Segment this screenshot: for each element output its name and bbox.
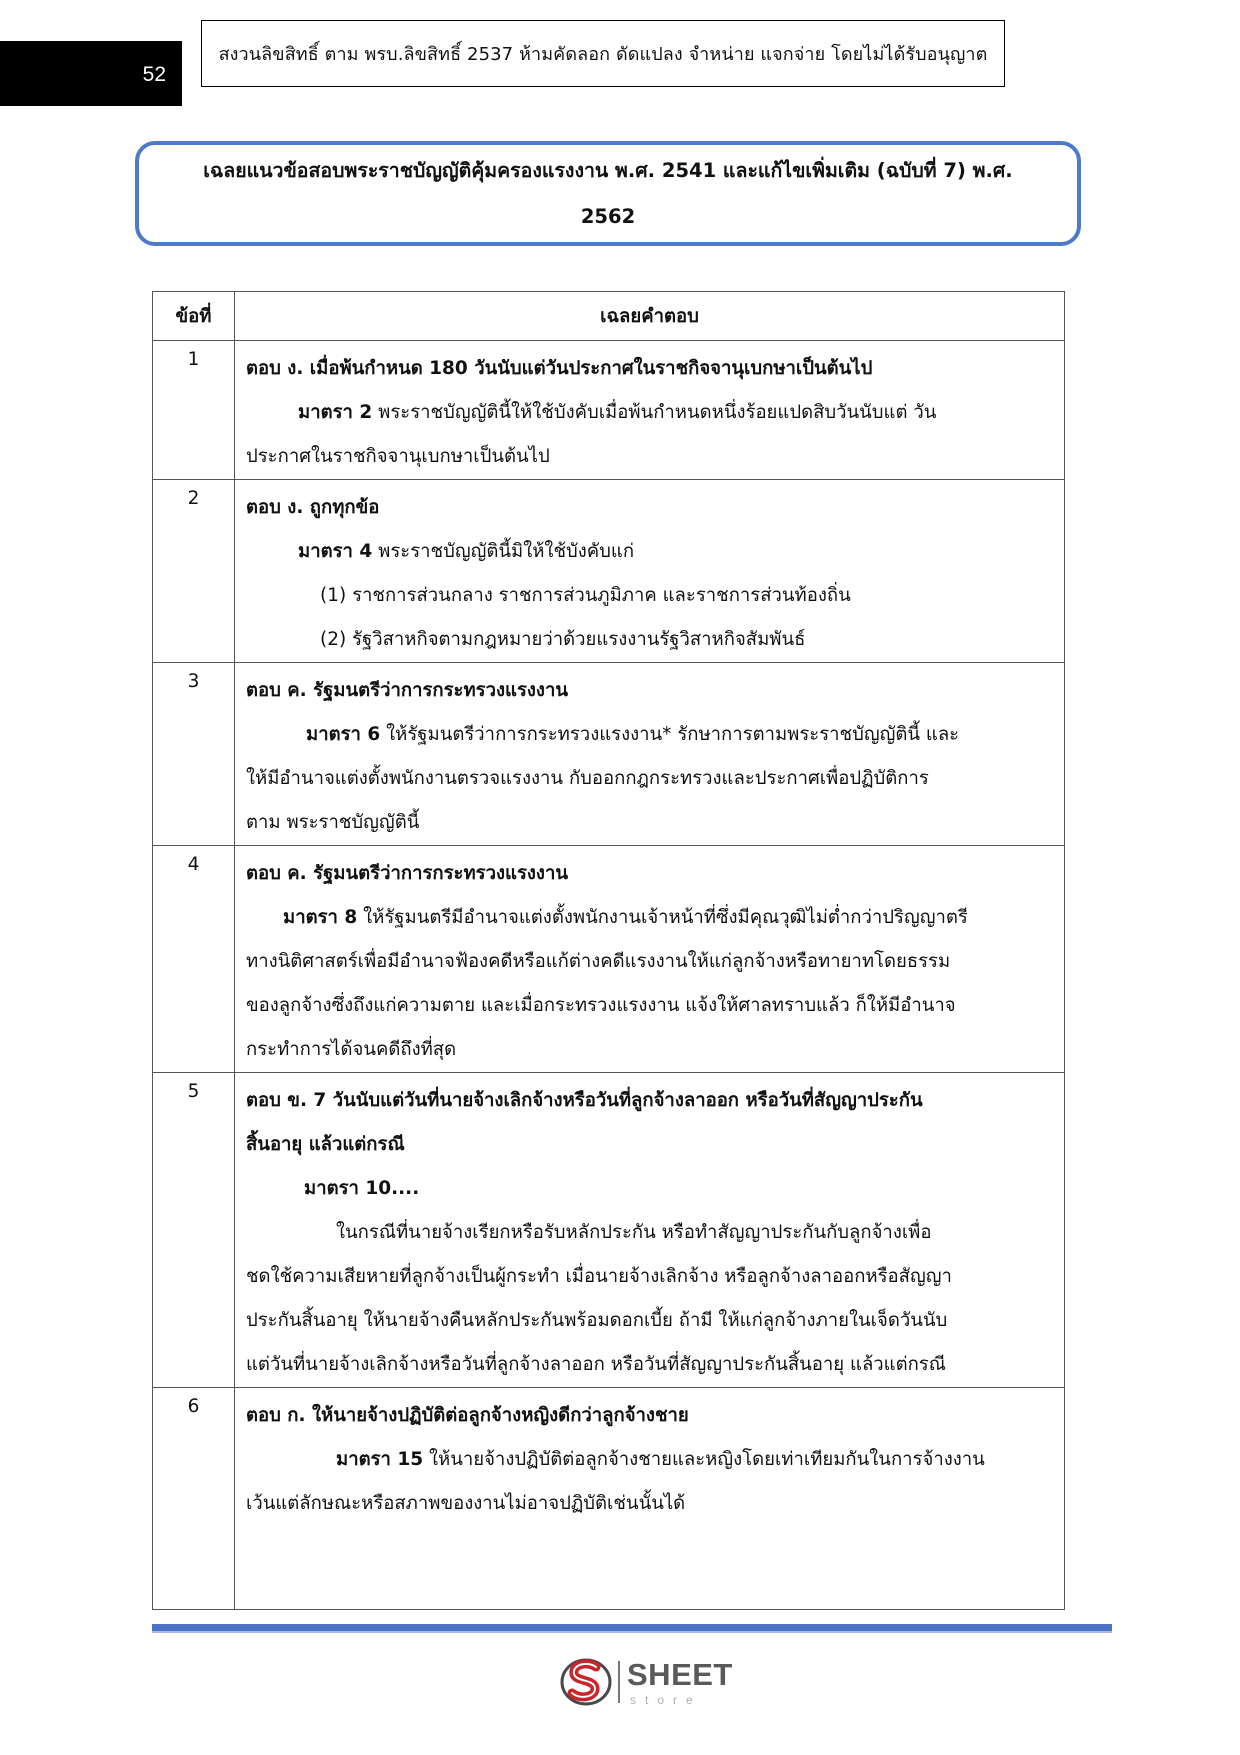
law-text-line: [246, 391, 1054, 435]
answer-cell: [235, 1073, 1065, 1388]
law-text-line: [246, 896, 1054, 940]
table-header-row: [153, 292, 1065, 341]
law-reference: มาตรา 8: [283, 907, 358, 928]
answer-cell: [235, 663, 1065, 846]
law-text-line: [246, 713, 1054, 757]
copyright-notice: สงวนลิขสิทธิ์ ตาม พรบ.ลิขสิทธิ์ 2537 ห้ามคัดลอก ดัดแปลง จำหน่าย แจกจ่าย โดยไม่ได้รับอนุญาต: [201, 20, 1005, 87]
law-text-line: ของลูกจ้างซึ่งถึงแก่ความตาย และเมื่อกระทรวงแรงงาน แจ้งให้ศาลทราบแล้ว ก็ให้มีอำนาจ: [246, 995, 956, 1016]
law-text-line: ชดใช้ความเสียหายที่ลูกจ้างเป็นผู้กระทำ เมื่อนายจ้างเลิกจ้าง หรือลูกจ้างลาออกหรือสัญญา: [246, 1266, 952, 1287]
table-row: [153, 1073, 1065, 1388]
answer-choice: ตอบ ค. รัฐมนตรีว่าการกระทรวงแรงงาน: [246, 863, 568, 884]
law-text: พระราชบัญญัตินี้ให้ใช้บังคับเมื่อพ้นกำหนดหนึ่งร้อยแปดสิบวันนับแต่ วัน: [372, 402, 937, 423]
law-reference: มาตรา 2: [298, 402, 373, 423]
table-row: [153, 480, 1065, 663]
column-header-answer: เฉลยคำตอบ: [235, 292, 1065, 341]
document-title: [135, 141, 1081, 246]
footer-divider: [152, 1624, 1112, 1631]
logo-divider: [618, 1661, 620, 1703]
law-text-line: [246, 1167, 1054, 1211]
question-number: 6: [153, 1388, 235, 1610]
answer-choice: ตอบ ค. รัฐมนตรีว่าการกระทรวงแรงงาน: [246, 680, 568, 701]
law-text: ให้รัฐมนตรีว่าการกระทรวงแรงงาน* รักษาการตามพระราชบัญญัตินี้ และ: [380, 724, 960, 745]
law-text-line: [246, 530, 1054, 574]
question-number: 1: [153, 341, 235, 480]
question-number: 4: [153, 846, 235, 1073]
law-text-line: ทางนิติศาสตร์เพื่อมีอำนาจฟ้องคดีหรือแก้ต่างคดีแรงงานให้แก่ลูกจ้างหรือทายาทโดยธรรม: [246, 951, 951, 972]
table-row: [153, 846, 1065, 1073]
answer-cell: [235, 480, 1065, 663]
answer-choice: ตอบ ง. ถูกทุกข้อ: [246, 497, 380, 518]
law-text-line: ให้มีอำนาจแต่งตั้งพนักงานตรวจแรงงาน กับออกกฎกระทรวงและประกาศเพื่อปฏิบัติการ: [246, 768, 929, 789]
law-text-line: (1) ราชการส่วนกลาง ราชการส่วนภูมิภาค และราชการส่วนท้องถิ่น: [320, 585, 851, 606]
logo-wordmark: SHEET: [627, 1657, 733, 1692]
table-row: [153, 341, 1065, 480]
answer-choice: ตอบ ก. ให้นายจ้างปฏิบัติต่อลูกจ้างหญิงดีกว่าลูกจ้างชาย: [246, 1405, 689, 1426]
page-number-block: [0, 41, 182, 106]
law-text-line: [246, 1438, 1054, 1482]
sheet-store-logo: [560, 1655, 740, 1715]
law-text-line: ประกันสิ้นอายุ ให้นายจ้างคืนหลักประกันพร้อมดอกเบี้ย ถ้ามี ให้แก่ลูกจ้างภายในเจ็ดวันนับ: [246, 1310, 948, 1331]
law-text: ให้นายจ้างปฏิบัติต่อลูกจ้างชายและหญิงโดยเท่าเทียมกันในการจ้างงาน: [423, 1449, 985, 1470]
answer-table: [152, 291, 1065, 1610]
page-number: 52: [142, 63, 166, 86]
law-text-line: กระทำการได้จนคดีถึงที่สุด: [246, 1039, 457, 1060]
document-title-line-1: เฉลยแนวข้อสอบพระราชบัญญัติคุ้มครองแรงงาน พ.ศ. 2541 และแก้ไขเพิ่มเติม (ฉบับที่ 7) พ.ศ.: [203, 158, 1013, 182]
question-number: 2: [153, 480, 235, 663]
law-text-line: เว้นแต่ลักษณะหรือสภาพของงานไม่อาจปฏิบัติเช่นนั้นได้: [246, 1493, 686, 1514]
law-text-line: ประกาศในราชกิจจานุเบกษาเป็นต้นไป: [246, 446, 550, 467]
law-text-line: แต่วันที่นายจ้างเลิกจ้างหรือวันที่ลูกจ้างลาออก หรือวันที่สัญญาประกันสิ้นอายุ แล้วแต่กรณี: [246, 1354, 946, 1375]
table-row: [153, 663, 1065, 846]
column-header-no: ข้อที่: [153, 292, 235, 341]
law-text-line: ตาม พระราชบัญญัตินี้: [246, 812, 420, 833]
answer-cell: [235, 846, 1065, 1073]
law-text: พระราชบัญญัตินี้มิให้ใช้บังคับแก่: [372, 541, 635, 562]
law-reference: มาตรา 6: [306, 724, 381, 745]
answer-cell: [235, 341, 1065, 480]
sheet-store-logo-icon: [560, 1655, 612, 1707]
law-text-line: (2) รัฐวิสาหกิจตามกฎหมายว่าด้วยแรงงานรัฐวิสาหกิจสัมพันธ์: [320, 629, 806, 650]
answer-choice: สิ้นอายุ แล้วแต่กรณี: [246, 1134, 405, 1155]
law-reference: มาตรา 4: [298, 541, 373, 562]
answer-choice: ตอบ ง. เมื่อพ้นกำหนด 180 วันนับแต่วันประกาศในราชกิจจานุเบกษาเป็นต้นไป: [246, 358, 873, 379]
question-number: 3: [153, 663, 235, 846]
law-text: ให้รัฐมนตรีมีอำนาจแต่งตั้งพนักงานเจ้าหน้าที่ซึ่งมีคุณวุฒิไม่ต่ำกว่าปริญญาตรี: [357, 907, 968, 928]
answer-choice: ตอบ ข. 7 วันนับแต่วันที่นายจ้างเลิกจ้างหรือวันที่ลูกจ้างลาออก หรือวันที่สัญญาประกัน: [246, 1090, 923, 1111]
law-text-line: ในกรณีที่นายจ้างเรียกหรือรับหลักประกัน หรือทำสัญญาประกันกับลูกจ้างเพื่อ: [336, 1222, 932, 1243]
logo-subtext: store: [630, 1693, 702, 1707]
law-reference: มาตรา 15: [336, 1449, 424, 1470]
question-number: 5: [153, 1073, 235, 1388]
document-title-line-2: 2562: [580, 204, 636, 228]
footer-divider-shadow: [152, 1631, 1112, 1633]
law-reference: มาตรา 10....: [304, 1178, 420, 1199]
table-row: [153, 1388, 1065, 1610]
answer-cell: [235, 1388, 1065, 1610]
